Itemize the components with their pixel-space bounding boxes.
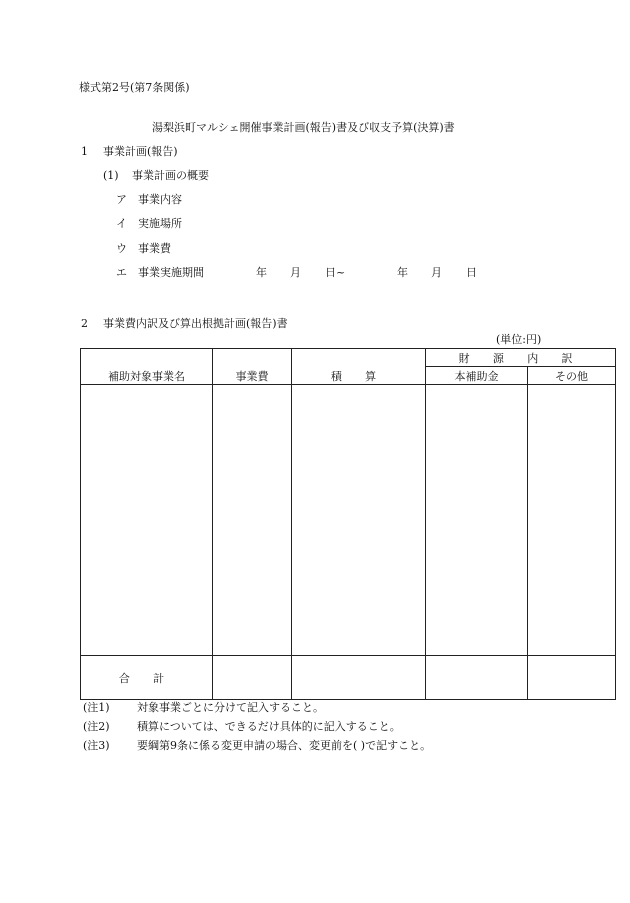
subsection-1-1-label: 事業計画の概要 [132, 169, 209, 182]
outline-item-kana: ア [116, 193, 127, 206]
outline-item-kana: ウ [116, 242, 127, 255]
period-end-month: 月 [431, 266, 442, 279]
document-title: 湯梨浜町マルシェ開催事業計画(報告)書及び収支予算(決算)書 [152, 121, 455, 134]
budget-table [80, 348, 616, 700]
cost-cell[interactable] [213, 385, 292, 656]
period-end-day: 日 [466, 266, 477, 279]
note-text: 要綱第9条に係る変更申請の場合、変更前を( )で記すこと。 [137, 739, 432, 752]
outline-item-label: 事業実施期間 [138, 266, 204, 279]
outline-item-label: 実施場所 [138, 217, 182, 230]
note-tag: (注1) [83, 701, 110, 714]
note-text: 対象事業ごとに分けて記入すること。 [137, 701, 324, 714]
period-start-month: 月 [290, 266, 301, 279]
section-2-heading [81, 318, 288, 329]
period-start-year: 年 [256, 266, 267, 279]
outline-item-label: 事業内容 [138, 193, 182, 206]
section-2-number: 2 [81, 317, 88, 330]
section-2-label: 事業費内訳及び算出根拠計画(報告)書 [103, 317, 288, 330]
unit-label: (単位:円) [496, 333, 542, 346]
header-project-name: 補助対象事業名 [81, 349, 213, 385]
total-subsidy-cell[interactable] [426, 656, 528, 700]
outline-item-label: 事業費 [138, 242, 171, 255]
header-calculation: 積 算 [292, 349, 426, 385]
note-item [83, 721, 401, 732]
period-end-year: 年 [397, 266, 408, 279]
section-1-number: 1 [81, 145, 88, 158]
subsection-1-1-heading [103, 170, 209, 181]
outline-item-cost [116, 243, 171, 254]
other-cell[interactable] [528, 385, 616, 656]
outline-item-location [116, 218, 182, 229]
total-cost-cell[interactable] [213, 656, 292, 700]
outline-item-kana: エ [116, 266, 127, 279]
outline-item-kana: イ [116, 217, 127, 230]
outline-item-period [116, 267, 204, 278]
note-tag: (注2) [83, 720, 110, 733]
total-other-cell[interactable] [528, 656, 616, 700]
outline-item-content [116, 194, 182, 205]
section-1-label: 事業計画(報告) [103, 145, 178, 158]
note-item [83, 740, 431, 751]
header-other: その他 [528, 367, 616, 385]
section-1-heading [81, 146, 178, 157]
header-subsidy: 本補助金 [426, 367, 528, 385]
note-item [83, 702, 324, 713]
subsidy-cell[interactable] [426, 385, 528, 656]
subsection-1-1-number: (1) [103, 169, 119, 182]
total-label: 合 計 [81, 656, 213, 700]
header-cost: 事業費 [213, 349, 292, 385]
period-start-day: 日~ [325, 266, 346, 279]
header-funding-breakdown: 財 源 内 訳 [426, 349, 616, 367]
project-name-cell[interactable] [81, 385, 213, 656]
form-number: 様式第2号(第7条関係) [79, 81, 190, 94]
note-text: 積算については、できるだけ具体的に記入すること。 [137, 720, 401, 733]
calculation-cell[interactable] [292, 385, 426, 656]
note-tag: (注3) [83, 739, 110, 752]
total-calculation-cell[interactable] [292, 656, 426, 700]
